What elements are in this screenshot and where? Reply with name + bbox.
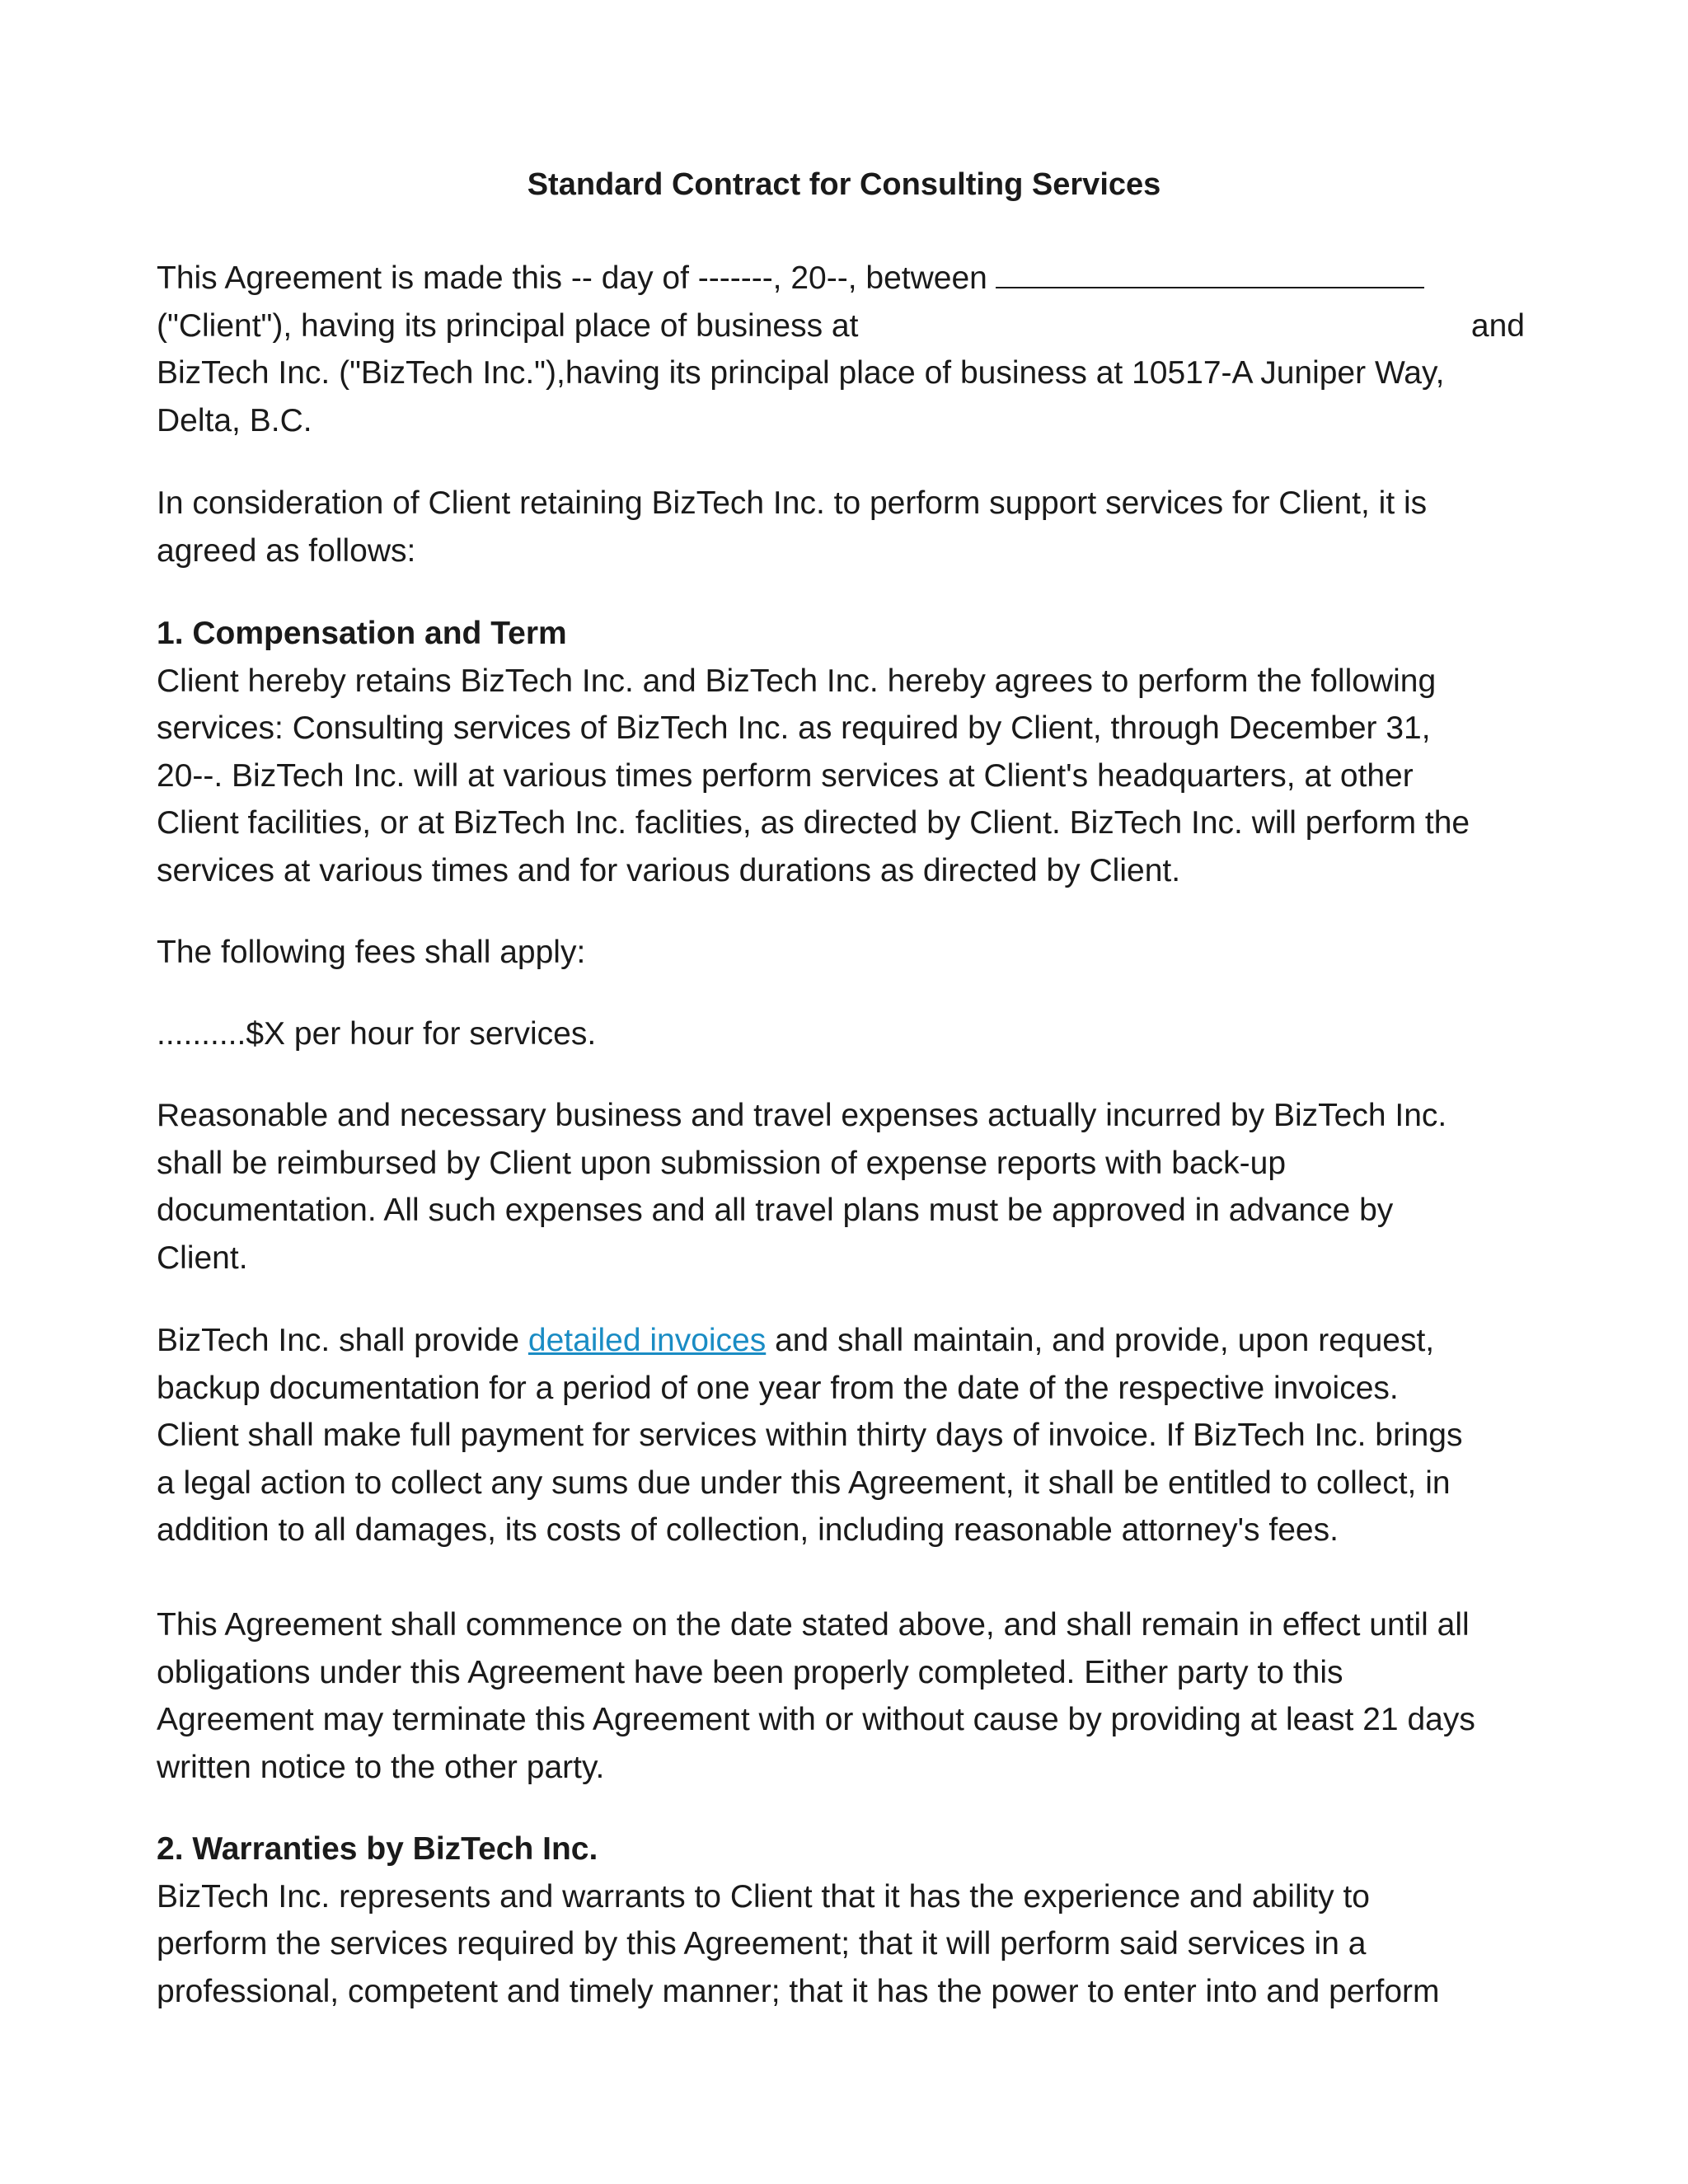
intro-line-4: Delta, B.C. (157, 402, 312, 438)
invoices-line: addition to all damages, its costs of collection, including reasonable attorney's fees. (157, 1512, 1339, 1548)
client-name-blank[interactable] (996, 255, 1424, 288)
invoices-line: a legal action to collect any sums due under this Agreement, it shall be entitled to collect, in (157, 1465, 1451, 1501)
section-2-heading: 2. Warranties by BizTech Inc. (157, 1831, 598, 1867)
expenses-line: Reasonable and necessary business and travel expenses actually incurred by BizTech Inc. (157, 1098, 1447, 1133)
intro-line-3: BizTech Inc. ("BizTech Inc."),having its principal place of business at 10517-A Juniper Way, (157, 355, 1445, 391)
expenses-line: Client. (157, 1240, 248, 1276)
intro-line-2 (157, 302, 1525, 350)
invoices-line: backup documentation for a period of one year from the date of the respective invoices. (157, 1370, 1399, 1406)
fees-intro-text: The following fees shall apply: (157, 935, 586, 970)
detailed-invoices-link[interactable]: detailed invoices (528, 1323, 767, 1358)
term-line: obligations under this Agreement have been properly completed. Either party to this (157, 1654, 1343, 1690)
section-1-para-line: Client facilities, or at BizTech Inc. faclities, as directed by Client. BizTech Inc. will perform the (157, 805, 1470, 841)
intro-line-2-left: ("Client"), having its principal place of business at (157, 307, 859, 344)
intro-line-2-right: and (1470, 307, 1525, 344)
invoices-line: Client shall make full payment for services within thirty days of invoice. If BizTech Inc. brings (157, 1418, 1463, 1453)
section-2-block (157, 1825, 1525, 2015)
section-1-para-line: Client hereby retains BizTech Inc. and BizTech Inc. hereby agrees to perform the following (157, 663, 1437, 699)
invoices-suffix: and shall maintain, and provide, upon request, (766, 1323, 1435, 1358)
section-1-block (157, 610, 1525, 894)
term-line: written notice to the other party. (157, 1749, 605, 1785)
invoices-prefix: BizTech Inc. shall provide (157, 1323, 528, 1358)
section-1-heading: 1. Compensation and Term (157, 616, 567, 651)
consideration-line-2: agreed as follows: (157, 532, 416, 569)
expenses-line: shall be reimbursed by Client upon submission of expense reports with back-up (157, 1145, 1287, 1181)
expenses-line: documentation. All such expenses and all travel plans must be approved in advance by (157, 1193, 1394, 1228)
intro-paragraph (157, 255, 1525, 444)
term-line: Agreement may terminate this Agreement with or without cause by providing at least 21 days (157, 1702, 1475, 1737)
term-paragraph (157, 1601, 1525, 1791)
fee-rate-text: ..........$X per hour for services. (157, 1016, 597, 1052)
section-2-para-line: BizTech Inc. represents and warrants to Client that it has the experience and ability to (157, 1878, 1370, 1915)
consideration-line-1: In consideration of Client retaining BizTech Inc. to perform support services for Client, it is (157, 485, 1428, 521)
intro-line-1 (157, 255, 1525, 302)
fees-intro-paragraph (157, 929, 1525, 977)
term-line: This Agreement shall commence on the date stated above, and shall remain in effect until all (157, 1607, 1470, 1643)
document-title: Standard Contract for Consulting Services (527, 167, 1161, 202)
intro-line-1-text: This Agreement is made this -- day of -------, 20--, between (157, 260, 987, 296)
consideration-paragraph (157, 480, 1525, 574)
section-2-para-line: perform the services required by this Agreement; that it will perform said services in a (157, 1926, 1367, 1961)
section-1-para-line: 20--. BizTech Inc. will at various times perform services at Client's headquarters, at other (157, 757, 1414, 794)
invoices-paragraph (157, 1317, 1525, 1554)
section-1-para-line: services: Consulting services of BizTech Inc. as required by Client, through December 31, (157, 710, 1431, 746)
expenses-paragraph (157, 1092, 1525, 1282)
fee-rate-paragraph (157, 1010, 1525, 1058)
section-2-para-line: professional, competent and timely manner; that it has the power to enter into and perform (157, 1973, 1440, 2009)
section-1-para-line: services at various times and for various durations as directed by Client. (157, 852, 1181, 888)
invoices-line-1 (157, 1317, 1525, 1365)
